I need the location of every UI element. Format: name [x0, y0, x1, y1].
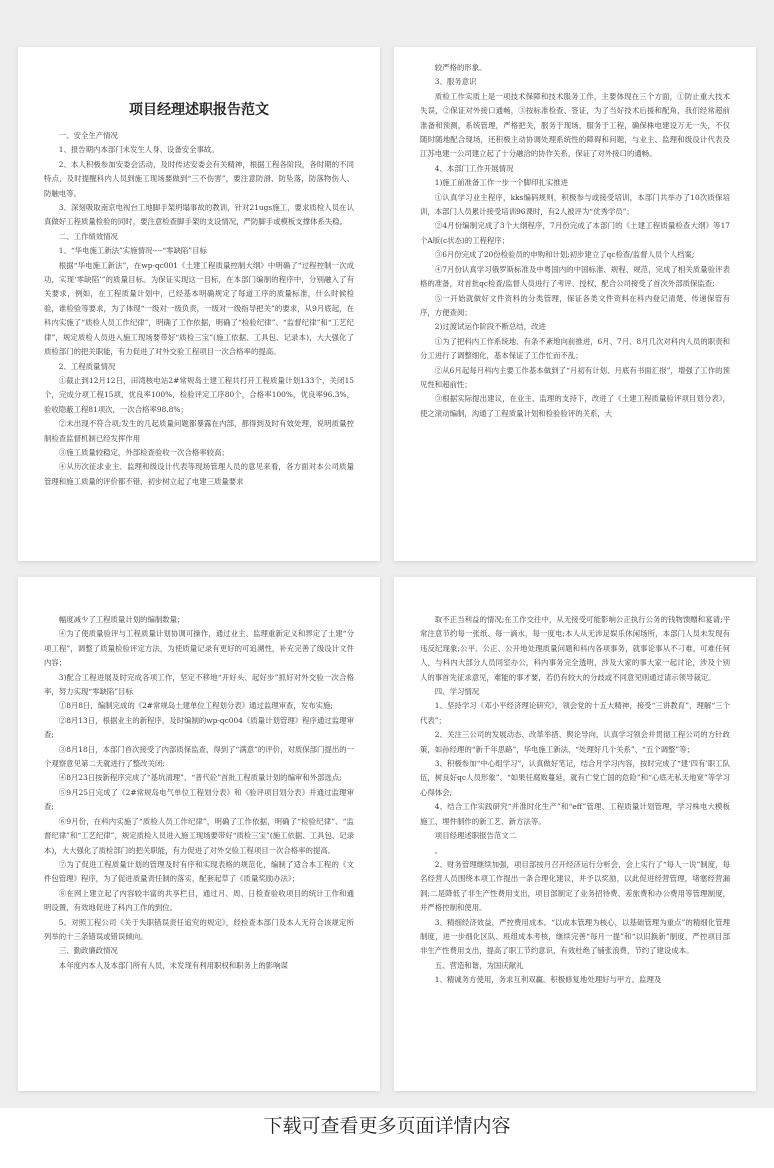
paragraph: 2、财务管理继续加强，项目部按月召开经济运行分析会，会上实行了“每人一说”制度，每名经营人员围绕本项工作提出一条合理化建议，并予以奖励，以此促进经营管理，堵塞经营漏洞;二是降低了非生产性费用支出，项目部制定了业务招待费、差旅费和办公费用等管理制度，并严格控制和使用。 [420, 859, 730, 913]
document-page-4 [394, 577, 756, 1091]
page-body [44, 129, 354, 489]
paragraph: 取不正当利益的情况;在工作交往中，从无接受可能影响公正执行公务的钱物馈赠和宴请;平常注意节约每一张纸、每一滴水，每一度电;本人从无涉足娱乐休闲场所，本部门人员未发现有违反纪现象;公平、公正、公开地处理质量问题和科内各项事务，就事论事从不刁难。可难任何人，与科内大部分人员同室办公，科内事务完全透明，涉及大家的事大家一起讨论，涉及个别人的事首先征求意见，难能的事才要，若仍有较大的分歧或不同意见则通过请示领导裁定。 [420, 615, 730, 682]
paragraph: 1、坚持学习《邓小平经济理论研究》，领会党的十五大精神，接受“三讲教育”，理解“三个代表”； [420, 701, 730, 725]
paragraph: ③6月份完成了20份检验员的申购和计划;初步建立了qc检查/监督人员个人档案; [434, 250, 695, 260]
paragraph: 1)施工前准备工作一步一个脚印扎实推进 [434, 178, 569, 188]
paragraph: ⑦为了促进工程质量计划的管理及时有序和实现表格的规范化，编制了适合本工程的《文件包管理》程序，为了促进质量责任制的落实，配套起草了《质量奖励办法》； [44, 859, 354, 884]
paragraph: 1、报告期内本部门未发生人身、设备安全事故。 [58, 145, 219, 155]
paragraph: ③根据实际提出建议，在业主、监理的支持下，改进了《土建工程质量验评项目划分表》，使之滚动编制，沟通了工程质量计划和检验验评的关系，大 [420, 394, 730, 418]
paragraph: ①为了把科内工作系统地、有条不紊地向前推进，6月、7月、8月几次对科内人员的职责和分工进行了调整细化，基本保证了工作忙而不乱； [420, 336, 730, 361]
paragraph: 。 [434, 845, 443, 855]
paragraph: ⑤9月25日完成了《2#常规岛电气单位工程划分表》和《验评项目划分表》并通过监理审查; [44, 787, 354, 812]
paragraph: 幅度减少了工程质量计划的编制数量； [58, 615, 185, 624]
paragraph: 2、本人积极参加安委会活动，及时传达安委会有关精神，根据工程各阶段，各时期的不同特点，及时提醒科内人员到施工现场要做到“三不伤害”，要注意防滑、防坠落，防落物伤人、防触电等。 [44, 159, 354, 198]
paragraph: 五、营造和谐，为国庆献礼 [434, 960, 524, 970]
paragraph: 二、工作绩效情况 [58, 231, 118, 241]
paragraph: 1、“华电施工新法”实施情况----“零缺陷”目标 [58, 246, 207, 256]
paragraph: 2)过渡试运作阶段不断总结，改进 [434, 322, 546, 332]
paragraph: 项目经理述职报告范文二 [434, 831, 517, 841]
document-page-2 [394, 47, 756, 561]
paragraph: ⑧在网上建立起了内容较丰富的共享栏目，通过月、周、日检查验收项目的统计工作和通明设置，有效地促进了科内工作的到位。 [44, 888, 354, 913]
paragraph: 四、学习情况 [434, 687, 480, 697]
paragraph: 3、深刻吸取南京电视台工地脚手架坍塌事故的教训，针对21ugs施工，要求质检人员在认真做好工程质量检验的同时，要注意检查脚手架的支设情况，严防脚手或模板支撑体系失稳。 [44, 203, 354, 227]
page-body [44, 613, 354, 973]
paragraph: ④7月份认真学习俄罗斯标准及中粤国内的中国标准、规程、规范，完成了相关质量验评表格的准备，对首批qc检查/监督人员进行了考评、授权，配合公司接受了首次外部质保监查; [420, 264, 730, 289]
paragraph: ③8月18日，本部门首次接受了内部质保监查，得到了“满意”的评价，对质保部门提出的一个观察意见第二天就进行了整改关闭; [44, 744, 354, 769]
paragraph: 3、积极参加“中心组学习”，认真做好笔记，结合月学习内容，按时完成了“建‘四有’职工队伍，树良好qc人员形象”、“如果任腐败蔓延，就有亡党亡国的危险”和“心底无私天地宽”等学习心得体会; [420, 759, 730, 797]
paragraph: 4、本部门工作开展情况 [434, 163, 514, 173]
paragraph: 3、精细经济效益，严控费用成本。“以成本管理为核心，以基础管理为重点”的精细化管理制度，进一步细化区队、班组成本考核，继续完善“每月一提”和“以旧换新”制度，严控项目部非生产性费用支出，提高了职工节约意识，有效杜绝了铺张浪费，节约了建设成本。 [420, 917, 730, 956]
page-body [420, 613, 730, 988]
paragraph: 根据“华电施工新法”，在wp-qc001《土建工程质量控制大纲》中明确了“过程控制一次成功，实现‘零缺陷’”的质量目标。为保证实现这一目标，在本部门编制的程序中，分别融入了有关要求，例如，在工程质量计划中，已经基本明确规定了每道工序的质量标准，什么时候检验，谁检验等要求，为了体现“一级对一级负责，一级对一级指导把关”的要求，从9月底起，在科内实施了“质检人员工作纪律”，明确了工作依据，明确了“检验纪律”、“监督纪律”和“工艺纪律”，规定质检人员进入施工现场要带好“质检三宝”(施工依据、工具包、记录本)，大大强化了质检部门的把关职能，有力促进了对外交验工程项目一次合格率的提高。 [44, 260, 354, 357]
paragraph: 2、工程质量情况 [58, 361, 116, 371]
paragraph: ②未出现不符合项;发生的几起质量问题都暴露在内部，都得到及时有效处理，说明质量控制检查监督机制已经发挥作用 [44, 419, 354, 443]
paragraph: 一、安全生产情况 [58, 131, 118, 140]
document-page-3 [18, 577, 380, 1091]
paragraph: ①截止到12月12日，田湾核电站2#常规岛土建工程共打开工程质量计划133个，关闭15个，完成分项工程15项，优良率100%，检验评定工序80个，合格率100%，优良率96.3%，验收隐蔽工程81项次，一次合格率98.8%； [44, 375, 354, 414]
document-title: 项目经理述职报告范文 [129, 102, 269, 118]
download-more-text[interactable]: 下载可查看更多页面详情内容 [263, 1115, 511, 1137]
paragraph: 三、勤政廉政情况 [58, 946, 118, 956]
paragraph: 1、精诚务方使用，务求互利双赢。积极修复地处理好与甲方、监理及 [434, 975, 662, 985]
paragraph: 3、服务意识 [434, 77, 477, 87]
paragraph: 2、关注三公司的发展动态、改革举措、舆论导向，认真学习领会并贯彻工程公司的方针政策，如孙经理的“新千年思路”，华电施工新法、“处理好几个关系”、“五个调整”等； [420, 730, 730, 754]
paragraph: 5、对照工程公司《关于失职错误责任追究的规定》，经检查本部门及本人无符合该规定所列举的十三条错误或错误倾向。 [44, 917, 354, 941]
paragraph: 较严格的形象。 [434, 63, 487, 72]
paragraph: ⑤一开始就做好文件资料的分类管理，保证各类文件资料在科内登记清楚、传递保管有序，方便查阅； [420, 293, 730, 317]
paragraph: ③施工质量较稳定，外部检查验收一次合格率较高； [58, 447, 229, 457]
paragraph: ①认真学习业主程序，kks编码规则，积极参与或接受培训，本部门共举办了10次质保培训，本部门人员累计接受培训96课时，有2人被评为“优秀学员”； [420, 192, 730, 217]
page-body [420, 61, 730, 421]
paragraph: 4、结合工作实践研究“并准时化生产”和“eff”管理、工程质量计划管理，学习株电大模板施工、埋件制作的新工艺、新方法等。 [420, 802, 730, 826]
paragraph: 质检工作实质上是一项技术保障和技术服务工作，主要体现在三个方面，①防止重大技术失误，②保证对外接口通畅，③按标准检查、签证，为了当好技术后援和配角，我们经常超前准备和预测，系统管理，严格把关，服务于现场，服务于工程，确保株电建设万无一失，不仅随时随地配合现场，还积极主动协调处理系统性的障碍和问题，与业主、监理和级设计代表及江苏电建一公司建立起了十分融洽的协作关系，保证了对外接口的通畅。 [420, 91, 730, 159]
paragraph: ④8月23日按新程序完成了“基坑清理”、“普代砼”首批工程质量计划的编审和外部选点; [58, 773, 342, 783]
paragraph: ⑥9月份，在科内实施了“质检人员工作纪律”，明确了工作依据，明确了“检验纪律”、“监督纪律”和“工艺纪律”，规定质检人员进入施工现场要带好“质检三宝”(施工依据、工具包、记录本)，大大强化了质检部门的把关职能，有力促进了对外交验工程项目一次合格率的提高。 [44, 816, 355, 855]
paragraph: ②从6月起每月科内主要工作基本做到了“月初有计划、月底有书面汇报”，增强了工作的预见性和超前性； [420, 365, 730, 389]
paragraph: ②8月13日，根据业主的新程序，及时编制的wp-qc004《质量计划管理》程序通过监理审查; [44, 715, 354, 740]
paragraph: 本年度内本人及本部门所有人员，未发现有利用职权和职务上的影响谋 [58, 960, 288, 970]
document-page-1 [18, 47, 380, 561]
download-more-banner[interactable] [0, 1108, 774, 1168]
paragraph: ④从历次征求业主、监理和级设计代表等现场管理人员的意见来看，各方面对本公司质量管理和施工质量的评价都不错，初步树立起了电建三质量要求 [44, 462, 354, 486]
paragraph: 3)配合工程进展及时完成各项工作，坚定不移地“开好头、起好步”抓好对外交验一次合格率，努力实现“零缺陷”目标 [44, 672, 354, 697]
paragraph: ②4月份编制完成了3个大纲程序，7月份完成了本部门的《土建工程质量检查大纲》等17个A版(c状态)的工程程序； [420, 221, 730, 245]
paragraph: ④为了使质量验评与工程质量计划协调可操作，通过业主、监理重新定义和界定了土建“分项工程”，调整了质量检验评定方法，为使质量记录有更好的可追溯性，补充完善了级设计文件内容； [44, 629, 354, 668]
paragraph: ①8月8日，编制完成的《2#常规岛土建单位工程划分表》通过监理审查，发布实施; [58, 701, 333, 711]
